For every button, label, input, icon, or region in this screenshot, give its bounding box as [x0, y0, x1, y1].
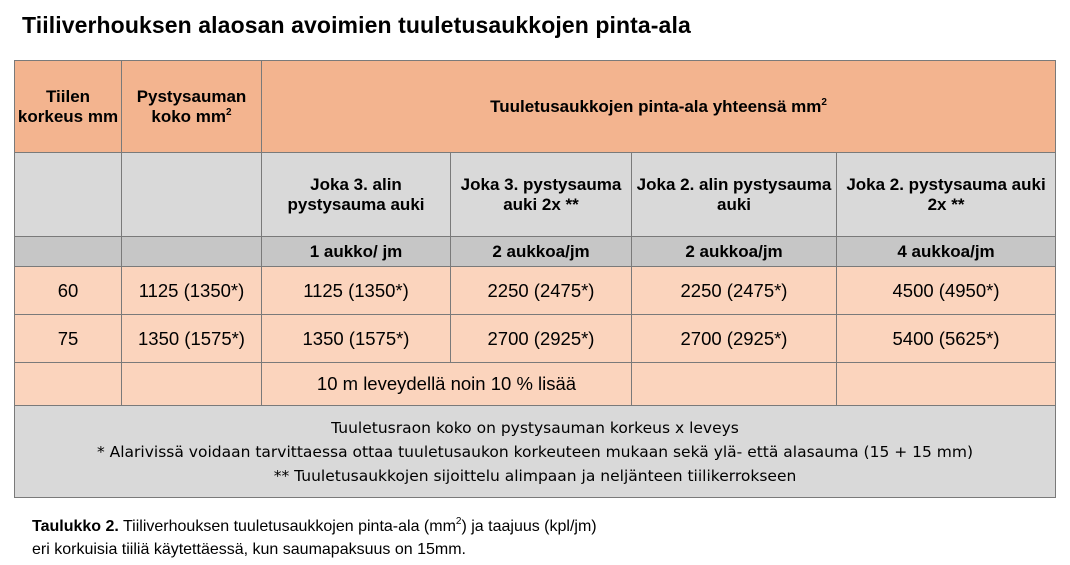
table-cell: 2250 (2475*): [451, 267, 632, 315]
width-note-row: [15, 363, 1056, 406]
table-cell: [15, 363, 122, 406]
table-cell: 75: [15, 315, 122, 363]
frequency-empty-2: [122, 237, 262, 267]
frequency-col-4: 4 aukkoa/jm: [837, 237, 1056, 267]
header-total-area: Tuuletusaukkojen pinta-ala yhteensä $mm^2$: [262, 61, 1056, 153]
table-cell: 1350 (1575*): [122, 315, 262, 363]
caption-label: Taulukko 2.: [32, 518, 119, 535]
table-cell: [632, 363, 837, 406]
notes-cell: [15, 406, 1056, 498]
caption-line-2: eri korkuisia tiiliä käytettäessä, kun saumapaksuus on 15mm.: [32, 541, 466, 558]
subheader-col-4: Joka 2. pystysauma auki 2x **: [837, 153, 1056, 237]
frequency-col-2: 2 aukkoa/jm: [451, 237, 632, 267]
table-cell: 4500 (4950*): [837, 267, 1056, 315]
caption-line-1: Taulukko 2. Tiiliverhouksen tuuletusaukkojen pinta-ala $(mm^2)$ ja taajuus (kpl/jm): [32, 516, 597, 535]
subheader-col-3: Joka 2. alin pystysauma auki: [632, 153, 837, 237]
table-cell: [122, 363, 262, 406]
table-cell: 60: [15, 267, 122, 315]
table-cell: 1125 (1350*): [262, 267, 451, 315]
ventilation-table: [14, 60, 1056, 498]
header-brick-height: Tiilen korkeus mm: [15, 61, 122, 153]
frequency-col-1: 1 aukko/ jm: [262, 237, 451, 267]
notes-row: [15, 406, 1056, 498]
table-cell: 2250 (2475*): [632, 267, 837, 315]
frequency-col-3: 2 aukkoa/jm: [632, 237, 837, 267]
subheader-col-1: Joka 3. alin pystysauma auki: [262, 153, 451, 237]
table-cell: 2700 (2925*): [451, 315, 632, 363]
table-caption: [32, 515, 597, 561]
subheader-row: [15, 153, 1056, 237]
table-row: [15, 267, 1056, 315]
frequency-empty-1: [15, 237, 122, 267]
table-cell: [837, 363, 1056, 406]
subheader-empty-1: [15, 153, 122, 237]
frequency-row: [15, 237, 1056, 267]
table-row: [15, 315, 1056, 363]
note-line: Tuuletusraon koko on pystysauman korkeus x leveys: [331, 418, 739, 437]
page-title: Tiiliverhouksen alaosan avoimien tuuletusaukkojen pinta-ala: [22, 12, 691, 38]
table-header-row: [15, 61, 1056, 153]
subheader-col-2: Joka 3. pystysauma auki 2x **: [451, 153, 632, 237]
table-cell: 1350 (1575*): [262, 315, 451, 363]
table-cell: 5400 (5625*): [837, 315, 1056, 363]
note-line: * Alarivissä voidaan tarvittaessa ottaa tuuletusaukon korkeuteen mukaan sekä ylä- että alasauma (15 + 15 mm): [96, 442, 974, 461]
table-cell: 1125 (1350*): [122, 267, 262, 315]
note-line: ** Tuuletusaukkojen sijoittelu alimpaan ja neljänteen tiilikerrokseen: [273, 466, 797, 485]
header-joint-size: Pystysauman koko $mm^2$: [122, 61, 262, 153]
subheader-empty-2: [122, 153, 262, 237]
table-cell: 2700 (2925*): [632, 315, 837, 363]
width-note-cell: 10 m leveydellä noin 10 % lisää: [262, 363, 632, 406]
